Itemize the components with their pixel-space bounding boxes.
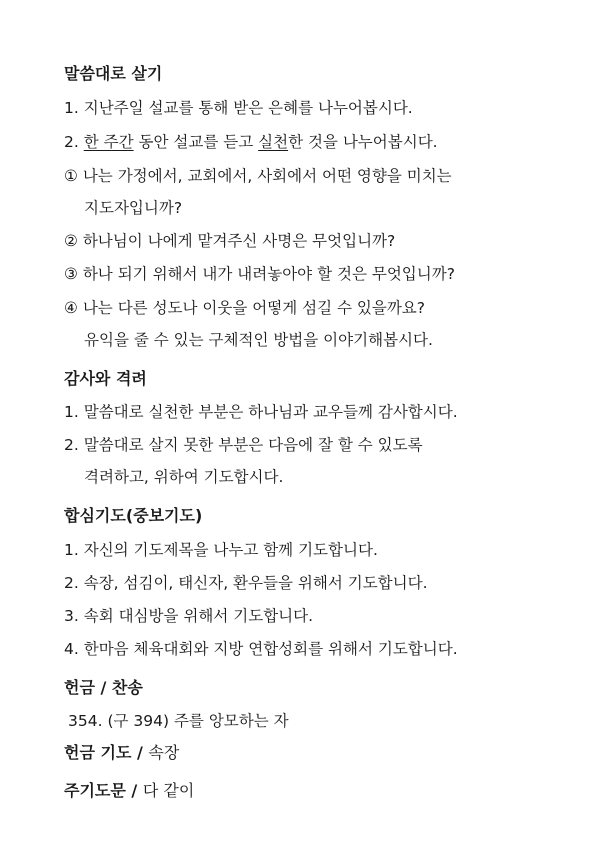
thanks-item-2-line-2: 격려하고, 위하여 기도합시다.	[84, 468, 284, 486]
offering-prayer-value: 속장	[148, 743, 180, 762]
living-word-item-1: 1. 지난주일 설교를 통해 받은 은혜를 나누어봅시다.	[64, 99, 413, 117]
offering-prayer-row	[64, 742, 179, 764]
question-2: ② 하나님이 나에게 맡겨주신 사명은 무엇입니까?	[64, 232, 396, 250]
prayer-item-4: 4. 한마음 체육대회와 지방 연합성회를 위해서 기도합니다.	[64, 640, 458, 658]
question-1-line-1: ① 나는 가정에서, 교회에서, 사회에서 어떤 영향을 미치는	[64, 167, 452, 185]
offering-prayer-label: 헌금 기도 /	[64, 743, 143, 762]
prayer-item-1: 1. 자신의 기도제목을 나누고 함께 기도합니다.	[64, 541, 378, 559]
living-word-heading: 말씀대로 살기	[64, 64, 163, 83]
prayer-heading: 합심기도(중보기도)	[64, 506, 203, 525]
thanks-heading: 감사와 격려	[64, 369, 147, 388]
question-4-line-1: ④ 나는 다른 성도나 이웃을 어떻게 섬길 수 있을까요?	[64, 299, 425, 317]
offering-heading: 헌금 / 찬송	[64, 678, 143, 697]
living-word-item-2	[64, 131, 438, 153]
hymn-entry: 354. (구 394) 주를 앙모하는 자	[68, 712, 289, 730]
item2-suffix: 한 것을 나누어봅시다.	[288, 133, 438, 151]
thanks-item-2-line-1: 2. 말씀대로 살지 못한 부분은 다음에 잘 할 수 있도록	[64, 436, 423, 454]
item2-middle: 동안 설교를 듣고	[133, 133, 259, 151]
question-1-line-2: 지도자입니까?	[84, 199, 183, 217]
thanks-item-1: 1. 말씀대로 실천한 부분은 하나님과 교우들께 감사합시다.	[64, 403, 458, 421]
question-3: ③ 하나 되기 위해서 내가 내려놓아야 할 것은 무엇입니까?	[64, 265, 455, 283]
item2-underlined-practice: 실천	[258, 133, 289, 151]
prayer-item-3: 3. 속회 대심방을 위해서 기도합니다.	[64, 607, 314, 625]
lords-prayer-value: 다 같이	[142, 781, 195, 800]
item2-prefix: 2.	[64, 133, 84, 151]
lords-prayer-label: 주기도문 /	[64, 781, 138, 800]
prayer-item-2: 2. 속장, 섬김이, 태신자, 환우들을 위해서 기도합니다.	[64, 574, 428, 592]
question-4-line-2: 유익을 줄 수 있는 구체적인 방법을 이야기해봅시다.	[84, 331, 433, 349]
item2-underlined-week: 한 주간	[83, 133, 134, 151]
lords-prayer-row	[64, 780, 194, 802]
